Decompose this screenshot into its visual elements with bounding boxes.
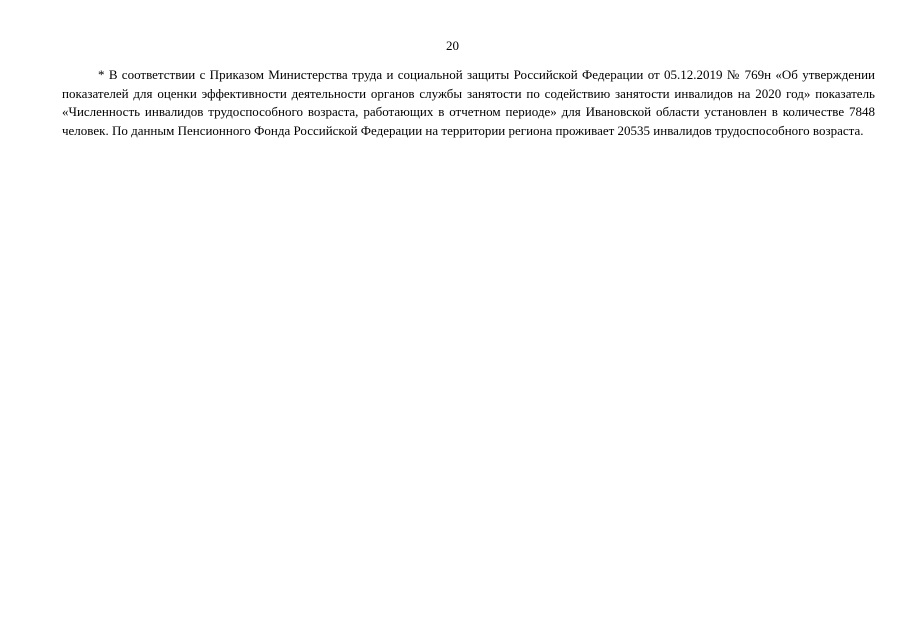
footnote-paragraph: * В соответствии с Приказом Министерства труда и социальной защиты Российской Федерации от 05.12.2019 № 769н «Об утверждении показателей для оценки эффективности деятельности органов службы занятости по содействию занятости инвалидов на 2020 год» показатель «Численность инвалидов трудоспособного возраста, работающих в отчетном периоде» для Ивановской области установлен в количестве 7848 человек. По данным Пенсионного Фонда Российской Федерации на территории региона проживает 20535 инвалидов трудоспособного возраста. <box>62 67 875 138</box>
page-number: 20 <box>446 38 459 53</box>
